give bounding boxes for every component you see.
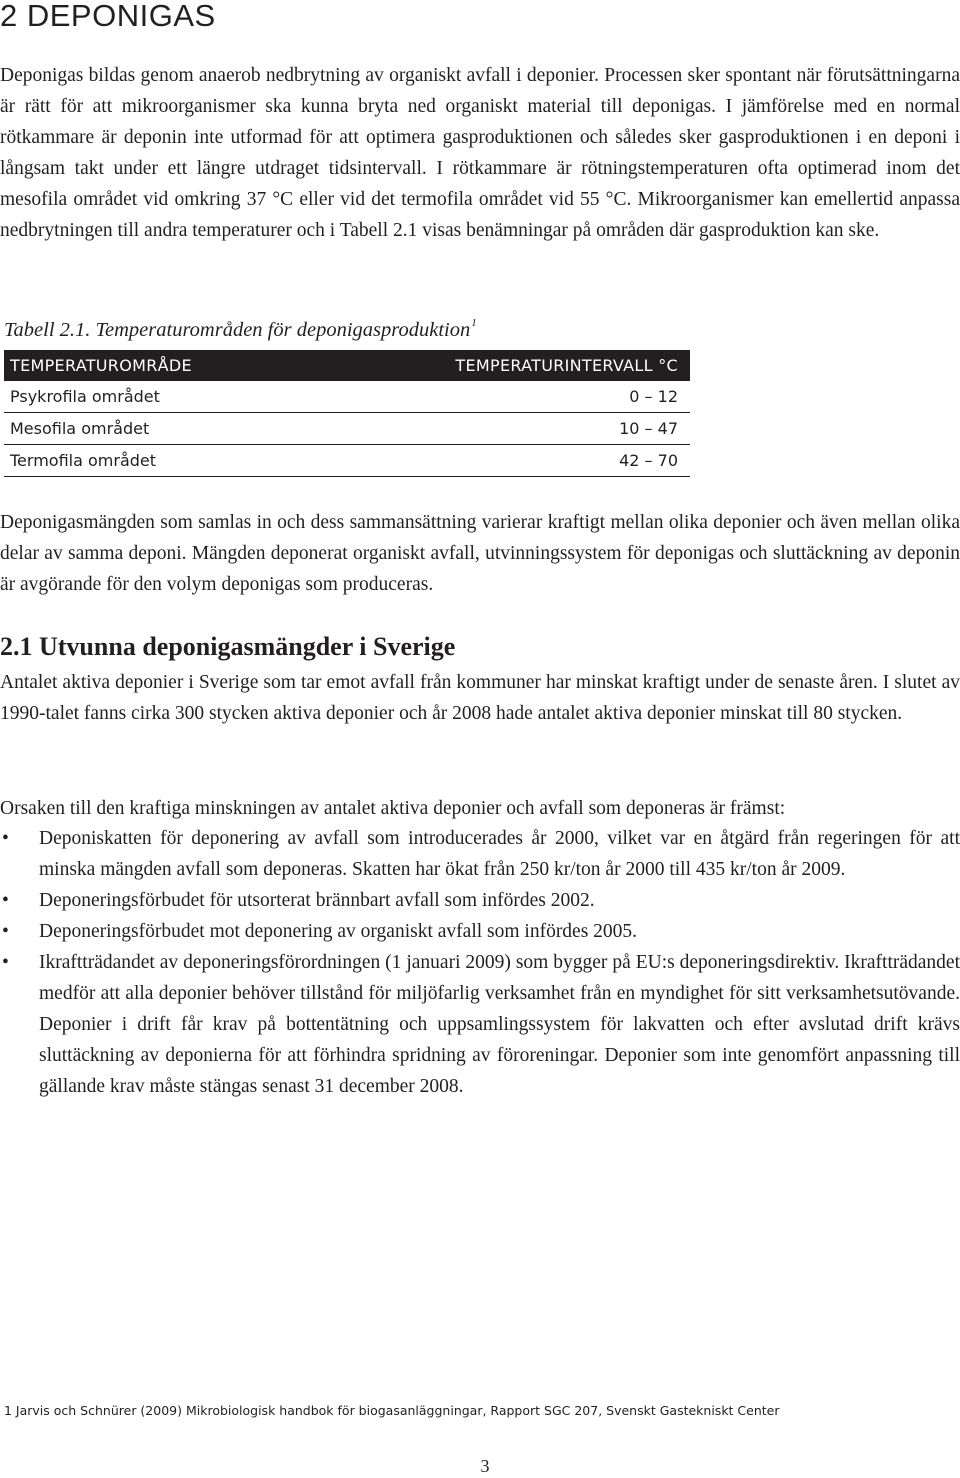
table-caption-footnote-ref: 1: [471, 317, 477, 329]
list-item: [0, 947, 960, 1102]
table-caption: [4, 319, 477, 342]
list-item: [0, 885, 960, 916]
table-header-row: [4, 350, 690, 381]
row-range-name: Mesofila området: [4, 413, 315, 445]
page-number: 3: [480, 1456, 490, 1476]
footnote: 1 Jarvis och Schnürer (2009) Mikrobiologisk handbok för biogasanläggningar, Rapport SGC 207, Svenskt Gastekniskt Center: [4, 1403, 780, 1418]
row-interval: 10 – 47: [315, 413, 690, 445]
bullet-icon: •: [2, 952, 9, 973]
table-row: [4, 413, 690, 445]
table-row: [4, 381, 690, 413]
table-row: [4, 445, 690, 477]
list-item-text: Deponeringsförbudet för utsorterat brännbart avfall som infördes 2002.: [39, 890, 595, 911]
list-item-text: Ikraftträdandet av deponeringsförordningen (1 januari 2009) som bygger på EU:s deponeringsdirektiv. Ikraftträdandet medför att alla deponier behöver tillstånd för miljöfarlig verksamhet från en myndighet för sitt verksamhetsutövande. Deponier i drift får krav på bottentätning och uppsamlingssystem för lakvatten och efter avslutad drift krävs sluttäckning av deponierna för att förhindra spridning av föroreningar. Deponier som inte genomfört anpassning till gällande krav måste stängas senast 31 december 2008.: [39, 952, 960, 1097]
bullet-icon: •: [2, 890, 9, 911]
section-paragraph: Antalet aktiva deponier i Sverige som tar emot avfall från kommuner har minskat kraftigt under de senaste åren. I slutet av 1990-talet fanns cirka 300 stycken aktiva deponier och år 2008 hade antalet aktiva deponier minskat till 80 stycken.: [0, 672, 960, 724]
list-item-text: Deponiskatten för deponering av avfall som introducerades år 2000, vilket var en åtgärd från regeringen för att minska mängden avfall som deponeras. Skatten har ökat från 250 kr/ton år 2000 till 435 kr/ton år 2009.: [39, 828, 960, 880]
section-heading: 2.1 Utvunna deponigasmängder i Sverige: [0, 632, 456, 661]
row-interval: 0 – 12: [315, 381, 690, 413]
list-item-text: Deponeringsförbudet mot deponering av organiskt avfall som infördes 2005.: [39, 921, 638, 942]
bullet-icon: •: [2, 921, 9, 942]
reasons-list: [0, 823, 960, 1102]
page-title: 2 DEPONIGAS: [0, 0, 216, 33]
list-item: [0, 823, 960, 885]
table-caption-text: Tabell 2.1. Temperaturområden för deponigasproduktion: [4, 319, 471, 341]
paragraph-after-table: Deponigasmängden som samlas in och dess sammansättning varierar kraftigt mellan olika deponier och även mellan olika delar av samma deponi. Mängden deponerat organiskt avfall, utvinningssystem för deponigas och sluttäckning av deponin är avgörande för den volym deponigas som produceras.: [0, 512, 960, 595]
bullet-icon: •: [2, 828, 9, 849]
temperature-range-table: [4, 350, 690, 477]
header-temperature-range: TEMPERATUROMRÅDE: [4, 350, 315, 381]
intro-paragraph: Deponigas bildas genom anaerob nedbrytning av organiskt avfall i deponier. Processen sker spontant när förutsättningarna är rätt för att mikroorganismer ska kunna bryta ned organiskt material till deponigas. I jämförelse med en normal rötkammare är deponin inte utformad för att optimera gasproduktionen och således sker gasproduktionen i en deponi i långsam takt under ett längre utdraget tidsintervall. I rötkammare är rötningstemperaturen ofta optimerad inom det mesofila området vid omkring 37 °C eller vid det termofila området vid 55 °C. Mikroorganismer kan emellertid anpassa nedbrytningen till andra temperaturer och i Tabell 2.1 visas benämningar på områden där gasproduktion kan ske.: [0, 65, 960, 241]
reasons-intro: Orsaken till den kraftiga minskningen av antalet aktiva deponier och avfall som deponeras är främst:: [0, 798, 786, 819]
row-interval: 42 – 70: [315, 445, 690, 477]
row-range-name: Termofila området: [4, 445, 315, 477]
row-range-name: Psykrofila området: [4, 381, 315, 413]
header-temperature-interval: TEMPERATURINTERVALL °C: [315, 350, 690, 381]
list-item: [0, 916, 960, 947]
